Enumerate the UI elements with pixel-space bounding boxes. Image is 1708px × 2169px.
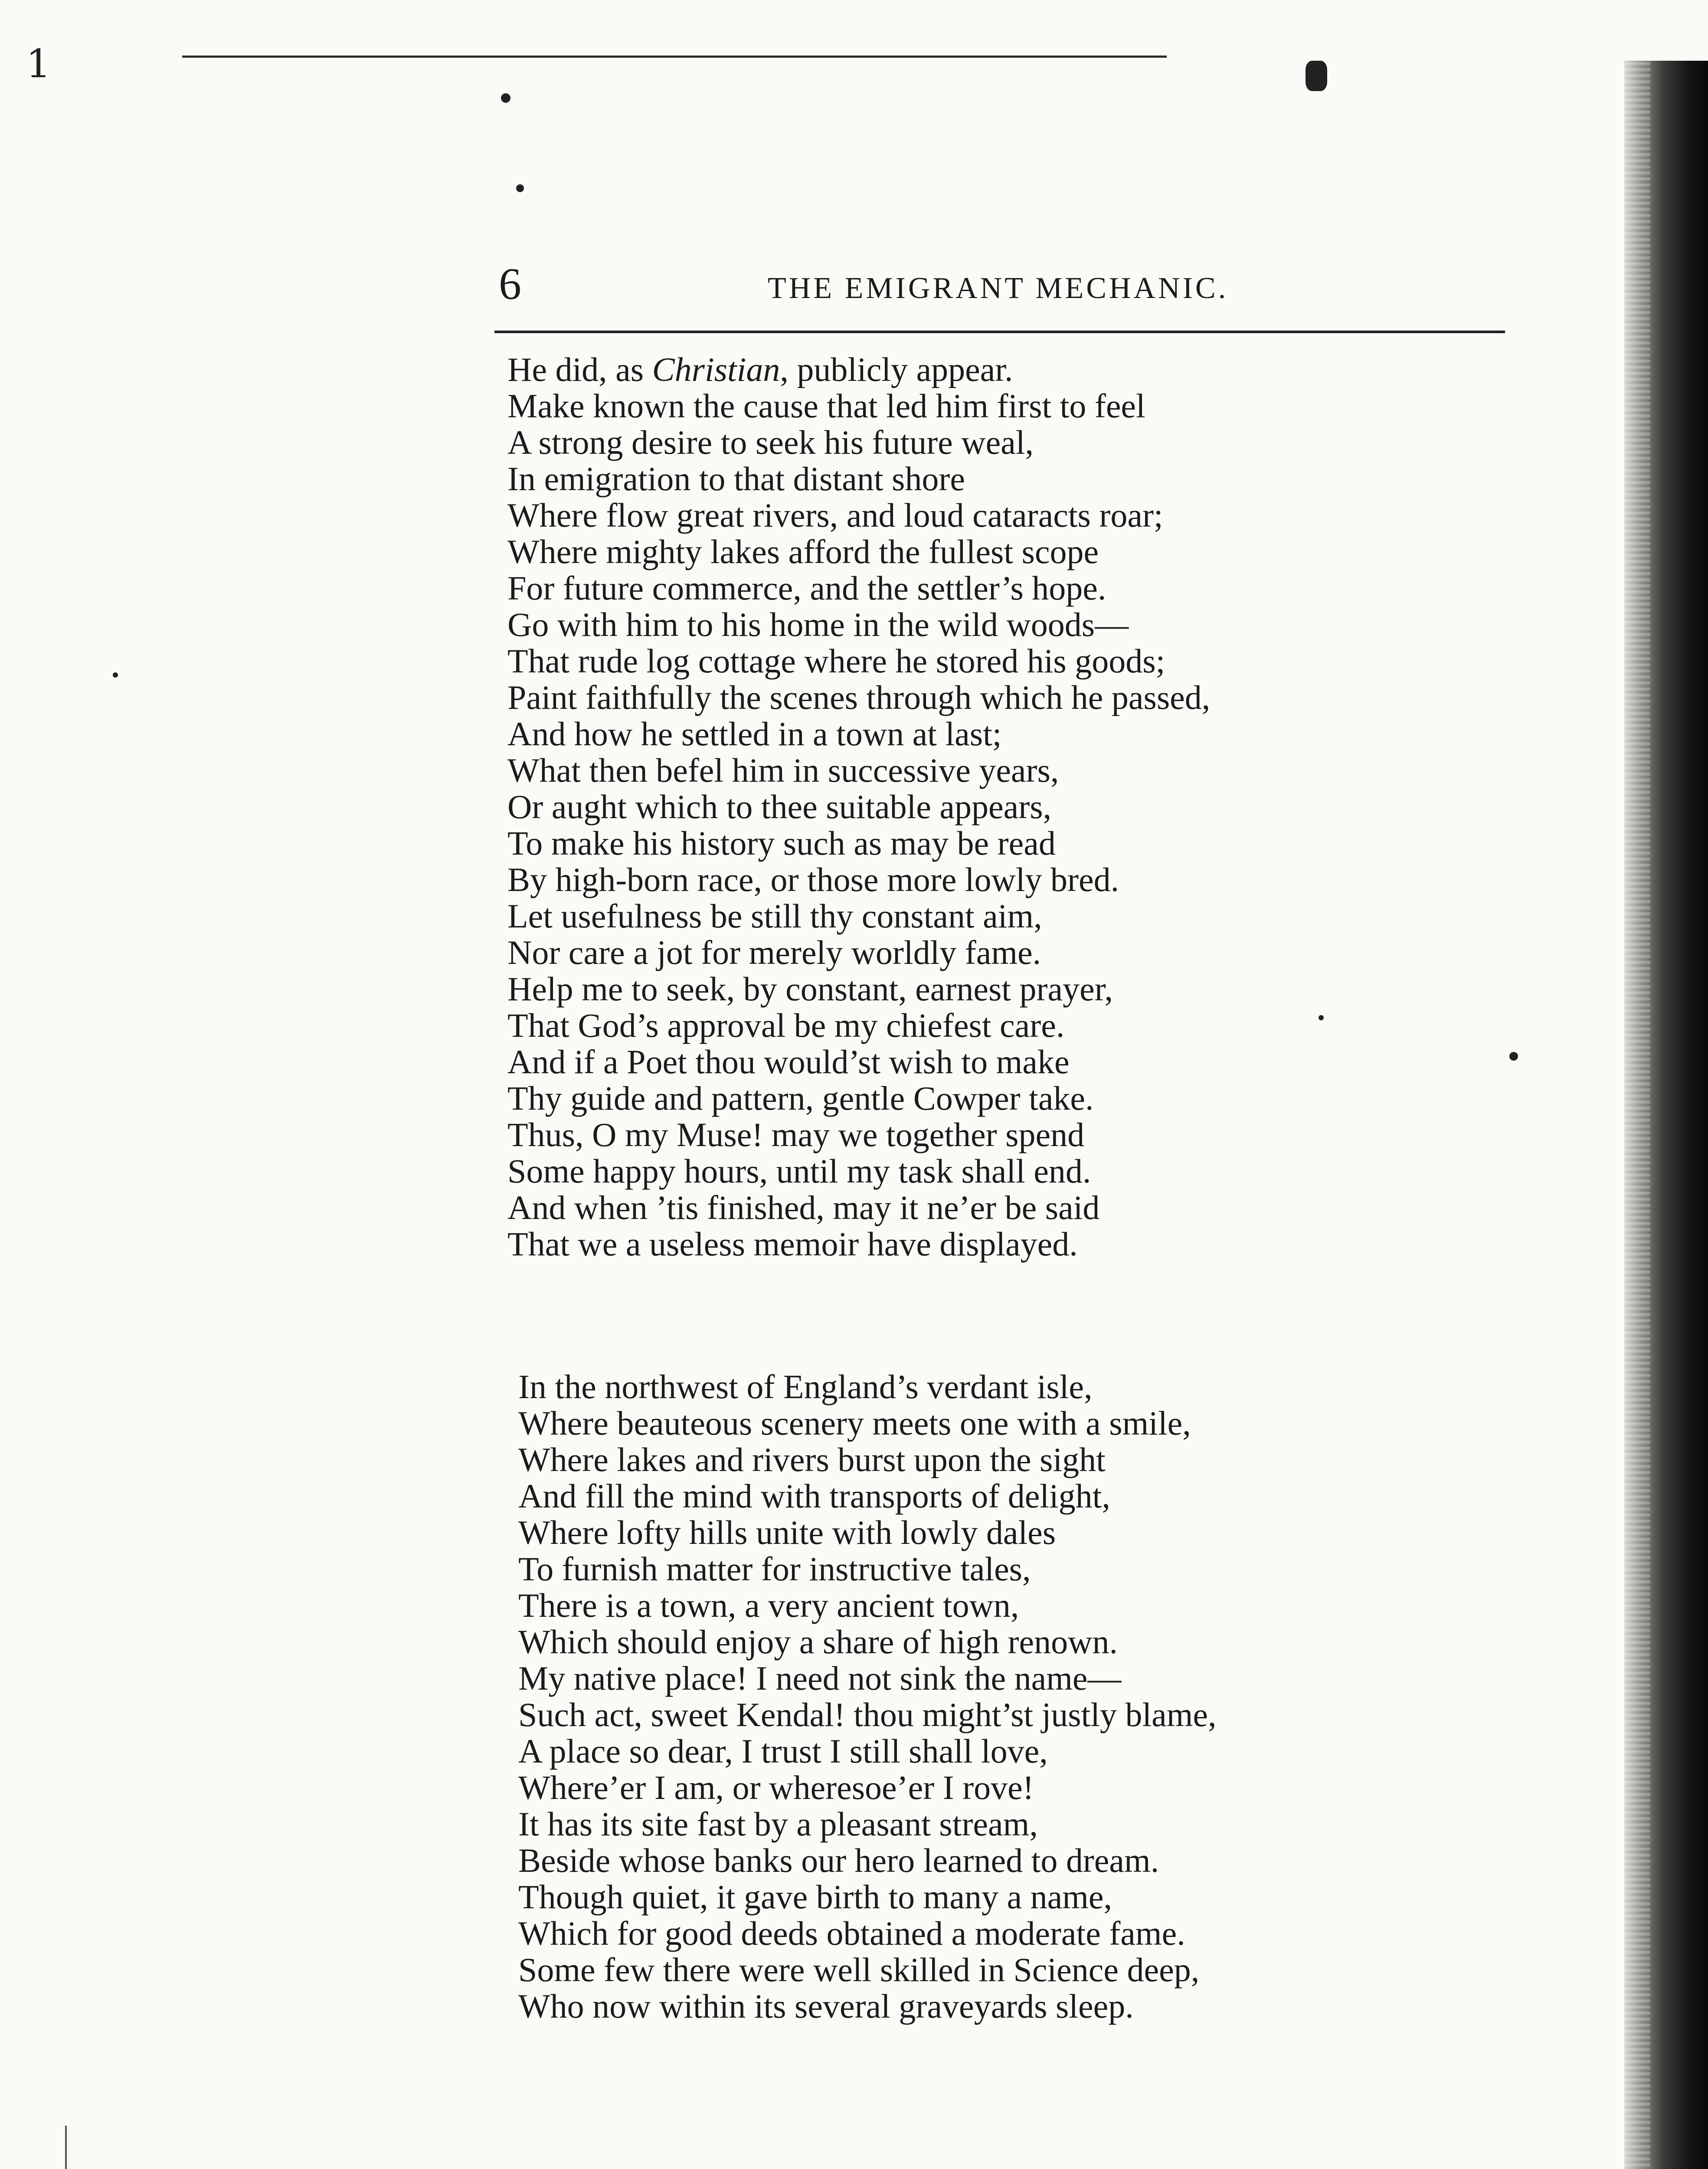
poem-line: Who now within its several graveyards sleep. [518, 1987, 1134, 2025]
poem-line: Where lakes and rivers burst upon the sight [518, 1441, 1106, 1478]
poem-line: In emigration to that distant shore [507, 460, 965, 498]
poem-line: Some few there were well skilled in Science deep, [518, 1951, 1200, 1989]
poem-line: Nor care a jot for merely worldly fame. [507, 934, 1041, 971]
poem-line: That rude log cottage where he stored his goods; [507, 642, 1165, 680]
poem-line: Beside whose banks our hero learned to dream. [518, 1841, 1159, 1879]
poem-line: Make known the cause that led him first to feel [507, 387, 1145, 425]
poem-stanza-1 [507, 351, 1210, 1262]
poem-line: And if a Poet thou would’st wish to make [507, 1043, 1070, 1081]
poem-line: Which for good deeds obtained a moderate fame. [518, 1914, 1185, 1952]
page-header [499, 252, 1496, 317]
poem-line: A strong desire to seek his future weal, [507, 423, 1034, 461]
poem-line: Though quiet, it gave birth to many a name, [518, 1878, 1112, 1916]
poem-line: Paint faithfully the scenes through which he passed, [507, 678, 1211, 716]
corner-mark: 1 [26, 41, 51, 87]
ink-speck [501, 93, 510, 103]
poem-line: Where mighty lakes afford the fullest scope [507, 533, 1099, 570]
poem-line: Where beauteous scenery meets one with a smile, [518, 1404, 1191, 1442]
poem-line: Or aught which to thee suitable appears, [507, 788, 1052, 826]
poem-line: What then befel him in successive years, [507, 751, 1059, 789]
poem-line: He did, as Christian, publicly appear. [507, 351, 1013, 388]
page-number: 6 [499, 259, 521, 309]
poem-line: Which should enjoy a share of high renown. [518, 1623, 1118, 1661]
poem-line: Where flow great rivers, and loud cataracts roar; [507, 496, 1163, 534]
poem-line: Such act, sweet Kendal! thou might’st justly blame, [518, 1696, 1217, 1733]
poem-line: To make his history such as may be read [507, 824, 1056, 862]
ink-speck [516, 184, 524, 192]
poem-line: That God’s approval be my chiefest care. [507, 1006, 1065, 1044]
poem-stanza-2 [518, 1369, 1217, 2025]
poem-line: A place so dear, I trust I still shall love, [518, 1732, 1048, 1770]
poem-line: By high-born race, or those more lowly bred. [507, 861, 1119, 898]
poem-line: Thy guide and pattern, gentle Cowper take. [507, 1079, 1094, 1117]
poem-line: It has its site fast by a pleasant stream, [518, 1805, 1038, 1843]
poem-line: Let usefulness be still thy constant aim, [507, 897, 1042, 935]
poem-line: For future commerce, and the settler’s hope. [507, 569, 1106, 607]
left-edge-mark [65, 2126, 67, 2169]
running-head: THE EMIGRANT MECHANIC. [768, 272, 1229, 305]
top-rule [182, 56, 1167, 58]
poem-line: Some happy hours, until my task shall end. [507, 1152, 1091, 1190]
poem-line: There is a town, a very ancient town, [518, 1586, 1019, 1624]
poem-line: Thus, O my Muse! may we together spend [507, 1116, 1085, 1153]
poem-line: In the northwest of England’s verdant isle, [518, 1368, 1093, 1406]
header-rule [494, 331, 1505, 333]
poem-line: My native place! I need not sink the name— [518, 1659, 1122, 1697]
poem-line: Where’er I am, or wheresoe’er I rove! [518, 1769, 1034, 1806]
binding-texture [1624, 61, 1650, 2169]
ink-speck [113, 672, 118, 678]
ink-speck [1306, 61, 1327, 91]
emphasis-word: Christian [652, 351, 780, 388]
poem-line: And when ’tis finished, may it ne’er be said [507, 1189, 1100, 1226]
poem-line: Help me to seek, by constant, earnest prayer, [507, 970, 1113, 1008]
poem-line: And fill the mind with transports of delight, [518, 1477, 1110, 1515]
poem-line: Where lofty hills unite with lowly dales [518, 1514, 1056, 1551]
poem-line: And how he settled in a town at last; [507, 715, 1002, 753]
poem-line: To furnish matter for instructive tales, [518, 1550, 1031, 1588]
ink-speck [1319, 1015, 1324, 1020]
poem-line: Go with him to his home in the wild woods— [507, 606, 1129, 643]
ink-speck [1509, 1052, 1518, 1061]
poem-line: That we a useless memoir have displayed. [507, 1225, 1078, 1263]
